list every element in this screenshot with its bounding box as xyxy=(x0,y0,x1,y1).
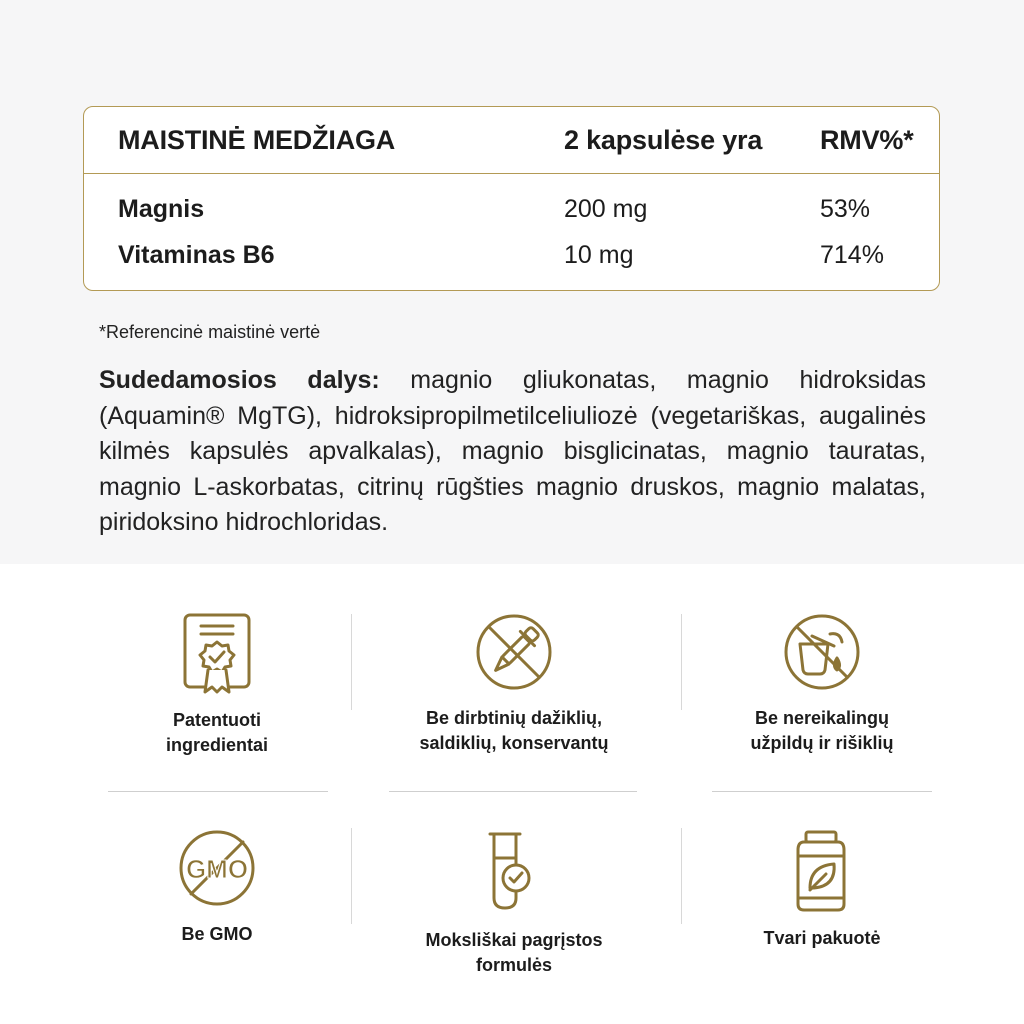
header-amount: 2 kapsulėse yra xyxy=(564,125,763,155)
row-b6-rmv: 714% xyxy=(820,241,884,269)
row-b6-amount: 10 mg xyxy=(564,241,634,269)
row-b6-name: Vitaminas B6 xyxy=(118,241,275,269)
nutrition-table xyxy=(83,106,940,291)
feature-science-based xyxy=(384,828,644,978)
row-magnis-rmv: 53% xyxy=(820,195,871,223)
divider xyxy=(351,614,352,710)
divider xyxy=(712,791,932,792)
divider xyxy=(351,828,352,924)
test-tube-check-icon xyxy=(474,828,554,914)
gmo-icon-text: GMO xyxy=(185,854,249,884)
feature-label: Be dirbtinių dažiklių, saldiklių, konservantų xyxy=(419,708,609,753)
no-gmo-icon xyxy=(177,828,257,908)
feature-no-artificial xyxy=(384,612,644,756)
header-nutrient: MAISTINĖ MEDŽIAGA xyxy=(118,125,396,155)
ingredients-text: magnio gliukonatas, magnio hidroksidas (Aquamin® MgTG), hidroksipropilmetilceliuliozė (vegetariškas, augalinės kilmės kapsulės apvalkalas), magnio bisglicinatas, magnio tauratas, magnio L-askorbatas, citrinų rūgšties magnio druskos, magnio malatas, piridoksino hidrochloridas. xyxy=(99,366,926,536)
feature-no-gmo xyxy=(87,828,347,947)
divider xyxy=(108,791,328,792)
feature-sustainable-packaging xyxy=(692,828,952,951)
no-fillers-icon xyxy=(782,612,862,692)
ingredients-paragraph xyxy=(99,363,926,541)
divider xyxy=(681,828,682,924)
divider xyxy=(681,614,682,710)
jar-leaf-icon xyxy=(782,828,862,912)
feature-no-fillers xyxy=(692,612,952,756)
table-header-row xyxy=(84,107,939,174)
no-dropper-icon xyxy=(474,612,554,692)
header-rmv: RMV%* xyxy=(820,125,914,155)
certificate-icon xyxy=(177,612,257,694)
row-magnis-amount: 200 mg xyxy=(564,195,648,223)
feature-label: Moksliškai pagrįstos formulės xyxy=(425,930,603,975)
feature-label: Patentuoti ingredientai xyxy=(165,710,268,755)
feature-label: Tvari pakuotė xyxy=(763,928,881,948)
row-magnis-name: Magnis xyxy=(118,195,205,223)
feature-label: Be nereikalingų užpildų ir rišiklių xyxy=(750,708,894,753)
feature-label: Be GMO xyxy=(181,924,253,944)
divider xyxy=(389,791,637,792)
feature-patented xyxy=(87,612,347,758)
ingredients-label: Sudedamosios dalys: xyxy=(99,366,380,394)
footnote: *Referencinė maistinė vertė xyxy=(99,322,321,342)
